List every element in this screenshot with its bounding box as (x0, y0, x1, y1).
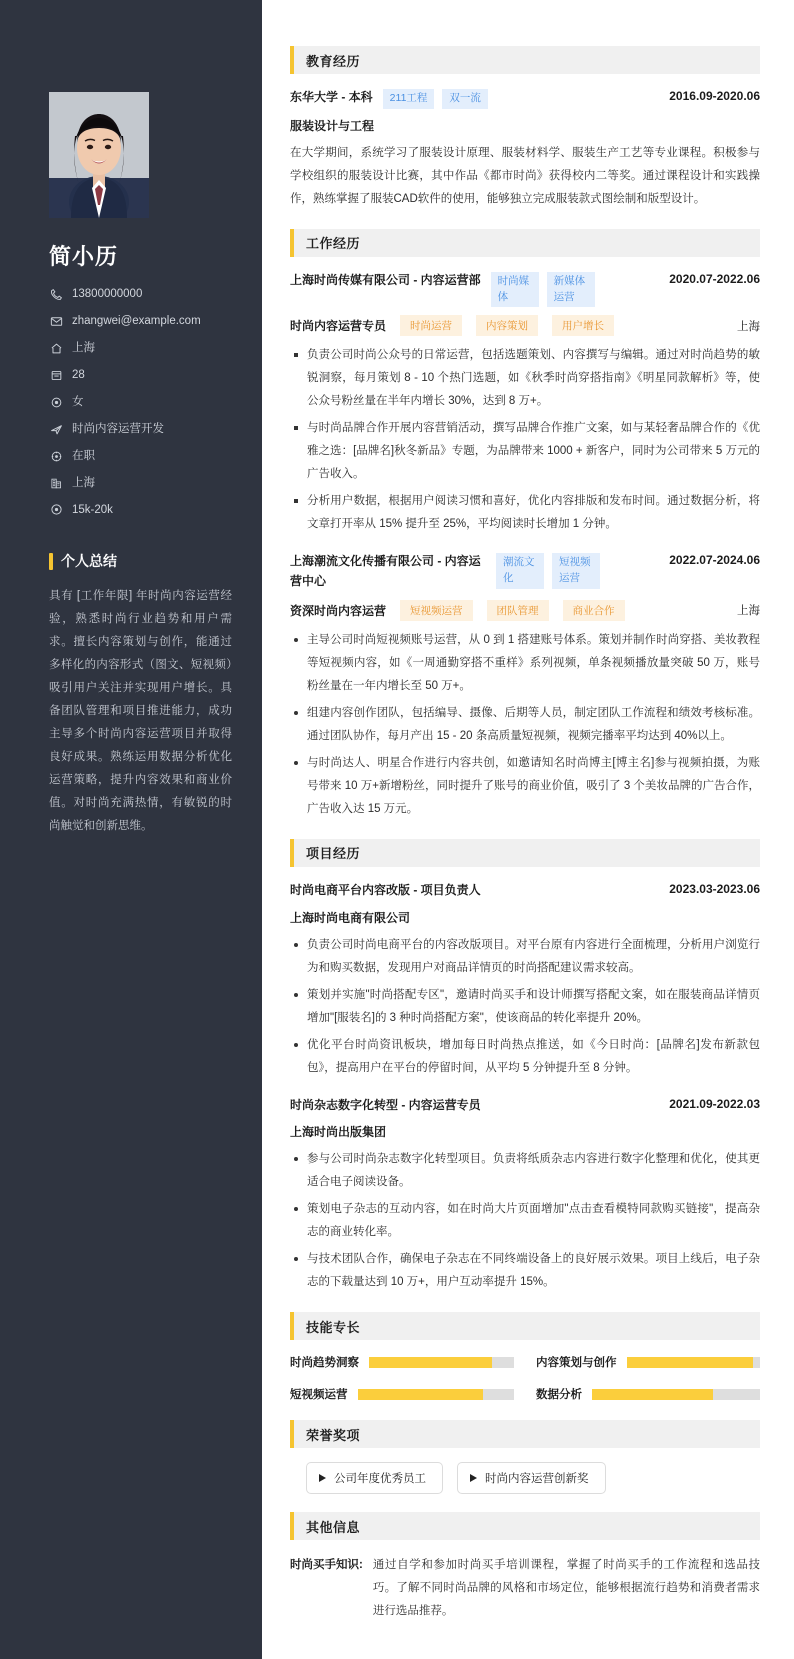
skill-progress-fill (592, 1389, 713, 1400)
avatar (49, 92, 149, 218)
section-title-education: 教育经历 (306, 53, 361, 69)
contact-status (49, 449, 234, 464)
work-bullet: 与时尚品牌合作开展内容营销活动，撰写品牌合作推广文案，如与某轻奢品牌合作的《优雅之选：[品牌名]秋冬新品》专题，为品牌带来 1000 + 新客户，同时为公司带来 5 万元的广告收入。 (290, 417, 760, 486)
play-triangle-icon (319, 1474, 326, 1482)
skill-row (290, 1354, 514, 1370)
work-company: 上海潮流文化传播有限公司 - 内容运营中心 (290, 554, 481, 589)
rocket-icon (49, 422, 63, 436)
main-content (262, 0, 794, 1659)
section-title-work: 工作经历 (306, 236, 361, 252)
phone-icon (49, 287, 63, 301)
work-company-tag: 潮流文化 (496, 553, 544, 589)
education-major: 服装设计与工程 (290, 118, 375, 133)
contact-list (49, 287, 234, 517)
contact-position (49, 422, 234, 437)
project-name: 时尚杂志数字化转型 - 内容运营专员 (290, 1097, 481, 1112)
work-company-tag: 新媒体运营 (547, 272, 595, 308)
skill-progress-track (627, 1357, 761, 1368)
contact-age-value: 28 (72, 368, 85, 381)
portrait-photo-icon (49, 92, 149, 218)
skill-row (536, 1354, 760, 1370)
education-description: 在大学期间，系统学习了服装设计原理、服装材料学、服装生产工艺等专业课程。积极参与学校组织的服装设计比赛，其中作品《都市时尚》获得校内二等奖。通过课程设计和实践操作，熟练掌握了服装CAD软件的使用，能够独立完成服装款式图绘制和版型设计。 (290, 146, 760, 205)
project-bullet-list (290, 934, 760, 1080)
skill-row (290, 1386, 514, 1402)
work-bullet: 组建内容创作团队，包括编导、摄像、后期等人员，制定团队工作流程和绩效考核标准。通过团队协作，每月产出 15 - 20 条高质量短视频，视频完播率平均达到 40%以上。 (290, 702, 760, 748)
work-bullet: 主导公司时尚短视频账号运营，从 0 到 1 搭建账号体系。策划并制作时尚穿搭、美妆教程等短视频内容，如《一周通勤穿搭不重样》系列视频，单条视频播放量突破 50 万，账号粉丝量在一年内增长至 50 万+。 (290, 629, 760, 698)
contact-gender (49, 395, 234, 410)
work-entry (290, 552, 760, 821)
section-title-awards: 荣誉奖项 (306, 1427, 361, 1443)
award-label: 时尚内容运营创新奖 (485, 1473, 589, 1486)
project-org: 上海时尚出版集团 (290, 1125, 387, 1140)
work-role-tag: 内容策划 (476, 315, 538, 336)
sidebar-summary-text: 具有 [工作年限] 年时尚内容运营经验，熟悉时尚行业趋势和用户需求。擅长内容策划与创作，能通过多样化的内容形式（图文、短视频）吸引用户关注并实现用户增长。具备团队管理和项目推进能力，成功主导多个时尚内容运营项目并取得良好成果。熟练运用数据分析优化运营策略，提升内容效果和商业价值。对时尚充满热情，有敏锐的时尚触觉和创新思维。 (49, 590, 232, 833)
section-title-skills: 技能专长 (306, 1319, 361, 1335)
section-header-awards (290, 1420, 760, 1448)
education-tag: 211工程 (383, 89, 435, 109)
other-info-label: 时尚买手知识: (290, 1559, 363, 1572)
award-chip[interactable] (306, 1462, 443, 1494)
section-education (290, 46, 760, 211)
skill-grid (290, 1354, 760, 1402)
education-tag: 双一流 (442, 89, 488, 109)
project-bullet: 与技术团队合作，确保电子杂志在不同终端设备上的良好展示效果。项目上线后，电子杂志的下载量达到 10 万+，用户互动率提升 15%。 (290, 1248, 760, 1294)
project-bullet-list (290, 1148, 760, 1294)
section-projects (290, 839, 760, 1295)
status-icon (49, 449, 63, 463)
work-company-tag-group (496, 552, 600, 589)
home-icon (49, 341, 63, 355)
work-role: 时尚内容运营专员 (290, 319, 387, 334)
section-title-projects: 项目经历 (306, 846, 361, 862)
page-title: 简小历 (49, 244, 119, 269)
contact-workplace-value: 上海 (72, 476, 95, 489)
sidebar-summary-header (49, 551, 234, 571)
section-header-education (290, 46, 760, 74)
education-school: 东华大学 - 本科 (290, 90, 373, 104)
accent-bar (49, 553, 53, 570)
sidebar-summary-title: 个人总结 (61, 553, 117, 570)
skill-progress-fill (627, 1357, 754, 1368)
id-card-icon (49, 368, 63, 382)
section-skills (290, 1312, 760, 1402)
play-triangle-icon (470, 1474, 477, 1482)
contact-city-value: 上海 (72, 341, 95, 354)
email-icon (49, 314, 63, 328)
education-tag-group (383, 88, 488, 109)
salary-icon (49, 503, 63, 517)
work-company-tag-group (491, 271, 595, 308)
project-date: 2023.03-2023.06 (669, 881, 760, 896)
project-bullet: 优化平台时尚资讯板块，增加每日时尚热点推送，如《今日时尚：[品牌名]发布新款包包》，提高用户在平台的停留时间，从平均 5 分钟提升至 8 分钟。 (290, 1034, 760, 1080)
skill-label: 内容策划与创作 (536, 1357, 617, 1370)
work-bullet: 分析用户数据，根据用户阅读习惯和喜好，优化内容排版和发布时间。通过数据分析，将文章打开率从 15% 提升至 25%，平均阅读时长增加 1 分钟。 (290, 490, 760, 536)
award-label: 公司年度优秀员工 (334, 1473, 426, 1486)
contact-phone-value: 13800000000 (72, 288, 143, 300)
section-awards (290, 1420, 760, 1494)
work-role: 资深时尚内容运营 (290, 603, 387, 618)
skill-progress-fill (369, 1357, 492, 1368)
contact-position-value: 时尚内容运营开发 (72, 422, 164, 435)
project-bullet: 负责公司时尚电商平台的内容改版项目。对平台原有内容进行全面梳理，分析用户浏览行为和购买数据，发现用户对商品详情页的时尚搭配建议需求较高。 (290, 934, 760, 980)
skill-label: 数据分析 (536, 1389, 582, 1402)
skill-row (536, 1386, 760, 1402)
work-role-tag: 时尚运营 (400, 315, 462, 336)
work-date: 2022.07-2024.06 (669, 553, 760, 568)
work-location: 上海 (737, 320, 760, 333)
project-date: 2021.09-2022.03 (669, 1096, 760, 1111)
work-bullet-list (290, 344, 760, 536)
work-company-tag: 短视频运营 (552, 553, 600, 589)
award-list (290, 1462, 760, 1494)
project-entry (290, 1096, 760, 1295)
other-info-text: 通过自学和参加时尚买手培训课程，掌握了时尚买手的工作流程和选品技巧。了解不同时尚品牌的风格和市场定位，能够根据流行趋势和消费者需求进行选品推荐。 (372, 1559, 760, 1618)
work-role-tag: 商业合作 (563, 600, 625, 621)
building-icon (49, 476, 63, 490)
contact-email-value: zhangwei@example.com (72, 314, 201, 327)
education-entry (290, 88, 760, 211)
work-bullet-list (290, 629, 760, 821)
contact-status-value: 在职 (72, 449, 95, 462)
contact-phone (49, 287, 234, 302)
section-header-other (290, 1512, 760, 1540)
skill-progress-track (369, 1357, 514, 1368)
work-role-tag: 短视频运营 (400, 600, 473, 621)
contact-workplace (49, 476, 234, 491)
contact-age (49, 368, 234, 383)
award-chip[interactable] (457, 1462, 606, 1494)
skill-label: 短视频运营 (290, 1389, 348, 1402)
contact-salary (49, 503, 234, 518)
work-location: 上海 (737, 605, 760, 618)
skill-progress-track (358, 1389, 515, 1400)
skill-progress-fill (358, 1389, 483, 1400)
education-date: 2016.09-2020.06 (669, 89, 760, 103)
project-bullet: 参与公司时尚杂志数字化转型项目。负责将纸质杂志内容进行数字化整理和优化，使其更适合电子阅读设备。 (290, 1148, 760, 1194)
contact-gender-value: 女 (72, 395, 84, 408)
contact-email (49, 314, 234, 329)
project-bullet: 策划并实施"时尚搭配专区"，邀请时尚买手和设计师撰写搭配文案，如在服装商品详情页增加"[服装名]的 3 种时尚搭配方案"，使该商品的转化率提升 20%。 (290, 984, 760, 1030)
work-company: 上海时尚传媒有限公司 - 内容运营部 (290, 272, 481, 287)
work-role-tag: 团队管理 (487, 600, 549, 621)
contact-salary-value: 15k-20k (72, 503, 113, 516)
contact-city (49, 341, 234, 356)
project-org: 上海时尚电商有限公司 (290, 910, 411, 925)
section-header-skills (290, 1312, 760, 1340)
skill-progress-track (592, 1389, 760, 1400)
sidebar (0, 0, 262, 1659)
section-header-work (290, 229, 760, 257)
section-work (290, 229, 760, 821)
work-role-tag: 用户增长 (552, 315, 614, 336)
project-name: 时尚电商平台内容改版 - 项目负责人 (290, 882, 481, 897)
work-company-tag: 时尚媒体 (491, 272, 539, 308)
work-bullet: 负责公司时尚公众号的日常运营，包括选题策划、内容撰写与编辑。通过对时尚趋势的敏锐洞察，每月策划 8 - 10 个热门选题，如《秋季时尚穿搭指南》《明星同款解析》等，使公众号粉丝量在半年内增长 30%，达到 8 万+。 (290, 344, 760, 413)
section-other (290, 1512, 760, 1623)
skill-label: 时尚趋势洞察 (290, 1357, 359, 1370)
project-bullet: 策划电子杂志的互动内容，如在时尚大片页面增加"点击查看模特同款购买链接"，提高杂志的商业转化率。 (290, 1198, 760, 1244)
section-title-other: 其他信息 (306, 1519, 361, 1535)
gender-icon (49, 395, 63, 409)
other-info-row (290, 1554, 760, 1623)
project-entry (290, 881, 760, 1080)
section-header-projects (290, 839, 760, 867)
work-date: 2020.07-2022.06 (669, 271, 760, 286)
work-entry (290, 271, 760, 537)
work-bullet: 与时尚达人、明星合作进行内容共创，如邀请知名时尚博主[博主名]参与视频拍摄，为账号带来 10 万+新增粉丝，同时提升了账号的商业价值，吸引了 3 个美妆品牌的广告合作，广告收入达 15 万元。 (290, 752, 760, 821)
